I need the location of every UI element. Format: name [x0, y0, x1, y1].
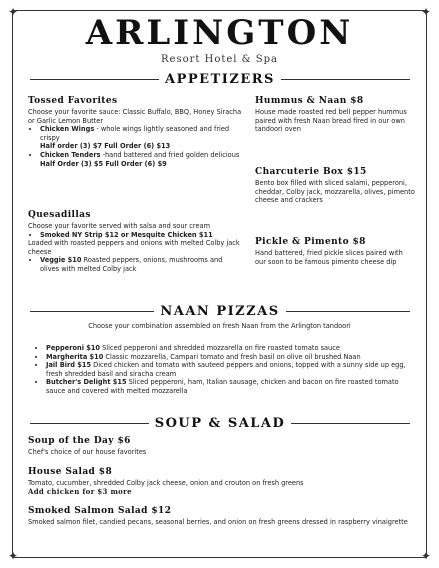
- pizza-desc: Sliced pepperoni, ham, Italian sausage, chicken and bacon on fire roasted tomato sauce and covered with melted mozzarella: [46, 378, 399, 395]
- corner-ornament-icon: ✦: [8, 549, 19, 563]
- corner-ornament-icon: ✦: [421, 5, 432, 19]
- naan-list: [34, 344, 414, 396]
- item-addon: Add chicken for $3 more: [28, 486, 132, 496]
- list-item: [40, 256, 243, 273]
- option-name: Chicken Wings: [40, 125, 95, 134]
- naan-pizzas-heading: [30, 304, 410, 319]
- list-item: [40, 125, 243, 142]
- pizza-list: [34, 344, 414, 396]
- option-price: Half Order (3) $5 Full Order (6) $9: [40, 159, 167, 168]
- item-desc: Chef's choice of our house favorites: [28, 448, 147, 456]
- item-title: Charcuterie Box $15: [255, 167, 367, 177]
- item-options: [28, 125, 243, 142]
- corner-ornament-icon: ✦: [421, 549, 432, 563]
- tossed-favorites: [28, 96, 243, 168]
- item-desc: Smoked salmon filet, candied pecans, seasonal berries, and onion on fresh greens dressed in raspberry vinaigrette: [28, 518, 408, 526]
- option-name: Chicken Tenders: [40, 150, 101, 159]
- divider: [286, 311, 410, 312]
- item-desc: Bento box filled with sliced salami, pepperoni, cheddar, Colby jack, mozzarella, olives, pimento cheese and crackers: [255, 179, 415, 205]
- list-item: [46, 361, 414, 378]
- brand-header: [0, 14, 439, 65]
- item-title: Quesadillas: [28, 210, 91, 220]
- hummus-naan: [255, 96, 415, 134]
- item-title: Pickle & Pimento $8: [255, 237, 366, 247]
- pickle-pimento: [255, 237, 415, 266]
- option-price: Half order (3) $7 Full Order (6) $13: [40, 142, 171, 151]
- list-item: [46, 353, 414, 362]
- pizza-name: Butcher's Delight $15: [46, 378, 127, 387]
- pizza-name: Jail Bird $15: [46, 361, 92, 370]
- appetizers-heading: [30, 72, 410, 87]
- item-desc: House made roasted red bell pepper hummus paired with fresh Naan bread fired in our own tandoori oven: [255, 108, 407, 134]
- quesadillas: [28, 210, 243, 274]
- item-options: [28, 231, 243, 240]
- corner-ornament-icon: ✦: [8, 5, 19, 19]
- section-title: APPETIZERS: [165, 72, 275, 87]
- item-title: Soup of the Day $6: [28, 436, 131, 446]
- pizza-name: Margherita $10: [46, 352, 104, 361]
- brand-subtitle: Resort Hotel & Spa: [161, 54, 278, 65]
- brand-name: ARLINGTON: [85, 13, 354, 53]
- item-title: Tossed Favorites: [28, 96, 118, 106]
- option-desc: -hand battered and fried golden delicious: [100, 150, 240, 159]
- option-desc: - whole wings lightly seasoned and fried crispy: [40, 125, 230, 142]
- option-desc: Loaded with roasted peppers and onions with melted Colby jack cheese: [28, 239, 240, 256]
- item-title: House Salad $8: [28, 467, 113, 477]
- naan-intro: Choose your combination assembled on fresh Naan from the Arlington tandoori: [88, 322, 351, 330]
- pizza-desc: Classic mozzarella, Campari tomato and fresh basil on olive oil brushed Naan: [103, 352, 361, 361]
- item-options: [28, 151, 243, 160]
- item-desc: Choose your favorite served with salsa and sour cream: [28, 222, 211, 230]
- smoked-salmon-salad: [28, 506, 413, 527]
- item-title: Smoked Salmon Salad $12: [28, 506, 172, 516]
- list-item: [40, 151, 243, 160]
- list-item: • Smoked NY Strip $12 or Mesquite Chicken $11: [40, 231, 243, 240]
- divider: [281, 79, 410, 80]
- item-desc: Tomato, cucumber, shredded Colby jack cheese, onion and crouton on fresh greens: [28, 479, 304, 487]
- list-item: [46, 344, 414, 353]
- divider: [30, 423, 149, 424]
- pizza-desc: Sliced pepperoni and shredded mozzarella on fire roasted tomato sauce: [100, 344, 340, 352]
- divider: [30, 311, 154, 312]
- pizza-desc: Diced chicken and tomato with sauteed peppers and onions, topped with a sunny side up egg, fresh shredded basil and siracha cream: [46, 361, 406, 378]
- list-item: [46, 378, 414, 395]
- option-desc: Roasted peppers, onions, mushrooms and olives with melted Colby jack: [40, 256, 223, 273]
- item-desc: Hand battered, fried pickle slices paired with our soon to be famous pimento cheese dip: [255, 249, 403, 266]
- soup-of-the-day: [28, 436, 413, 457]
- charcuterie-box: [255, 167, 415, 205]
- pizza-name: Pepperoni $10: [46, 344, 101, 352]
- section-title: SOUP & SALAD: [154, 416, 286, 431]
- soup-salad-heading: [30, 416, 410, 431]
- divider: [291, 423, 410, 424]
- divider: [30, 79, 159, 80]
- item-title: Hummus & Naan $8: [255, 96, 364, 106]
- option-name: Veggie $10: [40, 256, 82, 265]
- item-desc: Choose your favorite sauce: Classic Buffalo, BBQ, Honey Siracha or Garlic Lemon Butter: [28, 108, 242, 125]
- house-salad: [28, 467, 413, 496]
- section-title: NAAN PIZZAS: [160, 304, 280, 319]
- item-options: [28, 256, 243, 273]
